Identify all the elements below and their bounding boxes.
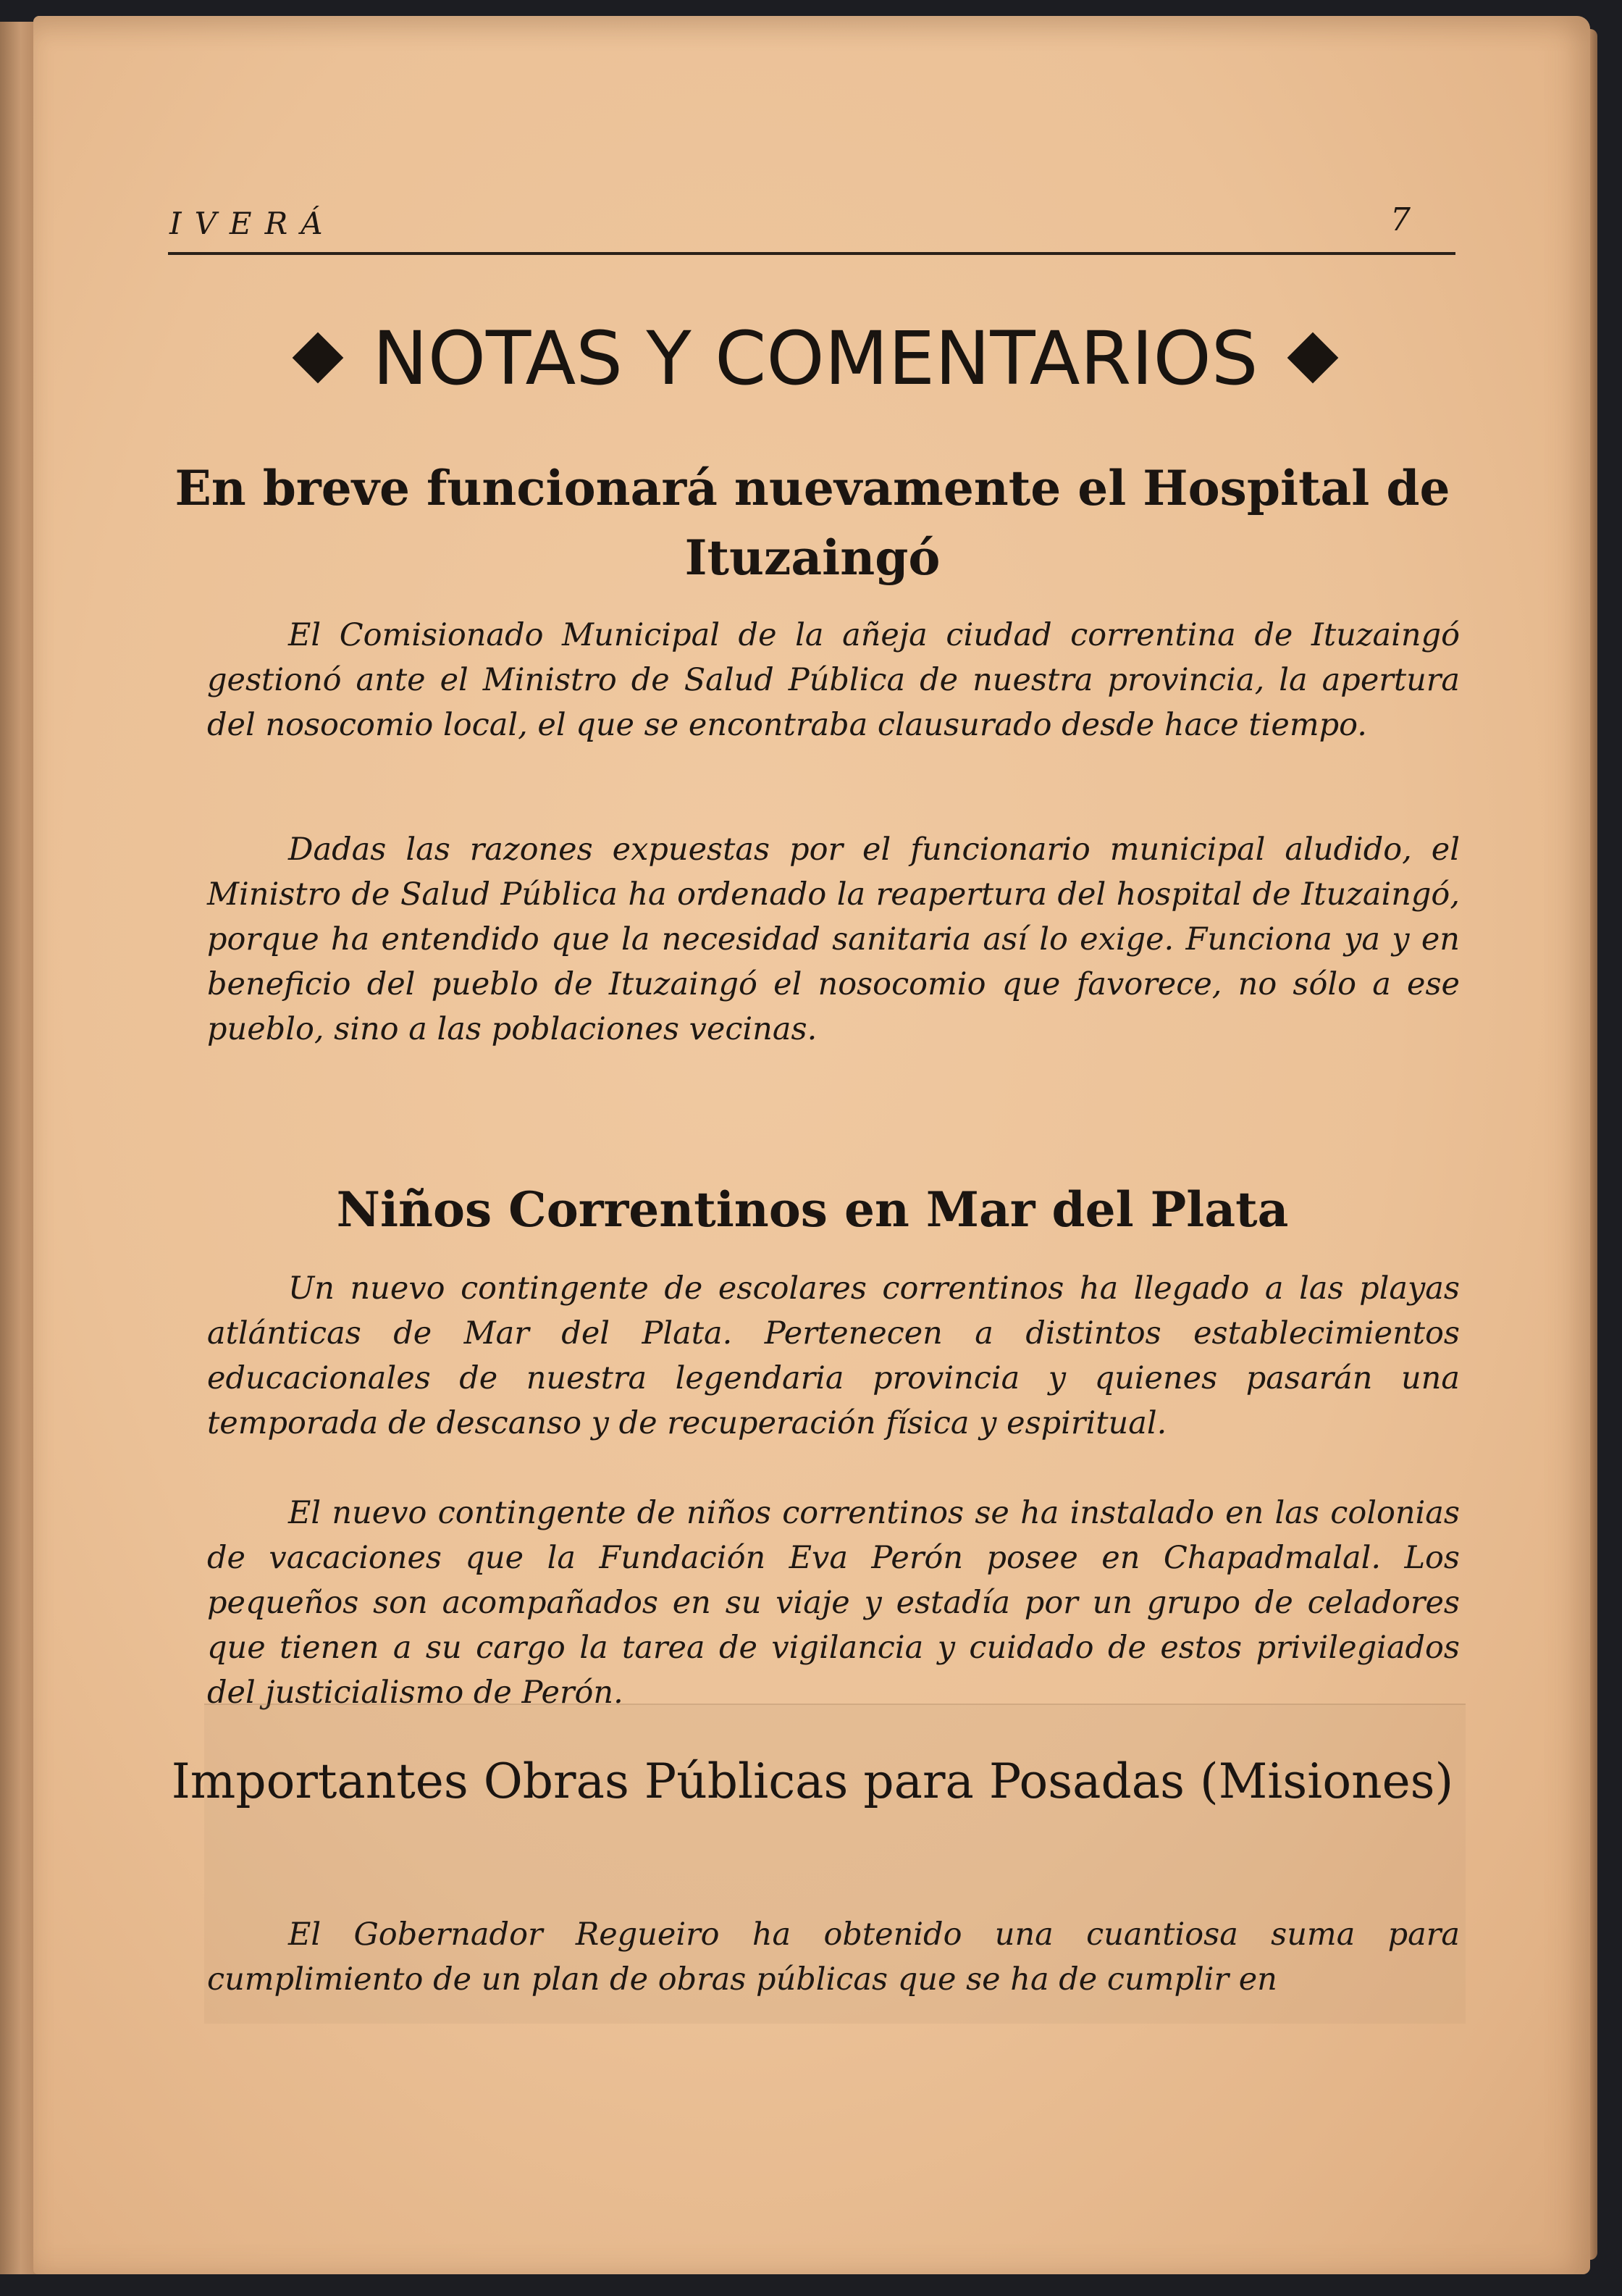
diamond-icon — [1287, 332, 1338, 384]
article-paragraph: Un nuevo contingente de escolares correntinos ha llegado a las playas atlánticas de Mar del Plata. Pertenecen a distintos establecimientos educacionales de nuestra legendaria provincia y quienes pasarán una temporada de descanso y de recuperación física y espiritual. — [207, 1270, 1460, 1441]
article-paragraph: El Comisionado Municipal de la añeja ciudad correntina de Ituzaingó gestionó ante el Ministro de Salud Pública de nuestra provincia, la apertura del nosocomio local, el que se encontraba clausurado desde hace tiempo. — [207, 617, 1460, 743]
article-heading-hospital: En breve funcionará nuevamente el Hospital de Ituzaingó — [175, 460, 1450, 586]
article-heading-posadas: Importantes Obras Públicas para Posadas (Misiones) — [171, 1754, 1454, 1809]
page-content — [33, 16, 1590, 2274]
article-paragraph: El Gobernador Regueiro ha obtenido una cuantiosa suma para cumplimiento de un plan de obras públicas que se ha de cumplir en — [207, 1916, 1460, 1998]
page-number: 7 — [1390, 201, 1411, 238]
article-paragraph: Dadas las razones expuestas por el funcionario municipal aludido, el Ministro de Salud Pública ha ordenado la reapertura del hospital de Ituzaingó, porque ha entendido que la necesidad sanitaria así lo exige. Funciona ya y en beneficio del pueblo de Ituzaingó el nosocomio que favorece, no sólo a ese pueblo, sino a las poblaciones vecinas. — [207, 831, 1460, 1047]
section-title-row — [164, 316, 1467, 402]
section-title: NOTAS Y COMENTARIOS — [372, 316, 1258, 402]
article-heading-ninos: Niños Correntinos en Mar del Plata — [336, 1181, 1289, 1238]
article-paragraph: El nuevo contingente de niños correntinos se ha instalado en las colonias de vacaciones que la Fundación Eva Perón posee en Chapadmalal. Los pequeños son acompañados en su viaje y estadía por un grupo de celadores que tienen a su cargo la tarea de vigilancia y cuidado de estos privilegiados del justicialismo de Perón. — [207, 1495, 1460, 1711]
running-title: IVERÁ — [169, 206, 336, 241]
magazine-page — [33, 16, 1590, 2274]
header-rule — [168, 252, 1455, 255]
diamond-icon — [293, 332, 344, 384]
